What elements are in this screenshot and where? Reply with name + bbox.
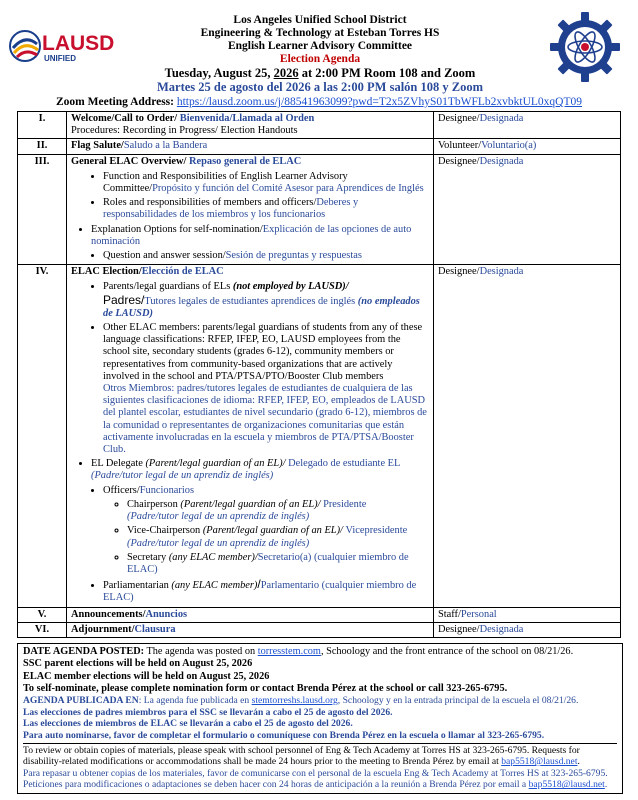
meeting-line-en: Tuesday, August 25, 2026 at 2:00 PM Room 108 and Zoom (164, 66, 476, 80)
procedures-text: Procedures: Recording in Progress/ Election Handouts (71, 125, 298, 137)
adjournment-title: Adjournment/Clausura (67, 622, 434, 637)
ssc-election-note-es: Las elecciones de padres miembros para el SSC se llevarán a cabo el 25 de agosto del 2026. (23, 706, 393, 718)
posted-line: DATE AGENDA POSTED: The agenda was posted on torresstem.com, Schoology and the front entrance of the school on 08/21/26. (23, 646, 574, 657)
row-number: II. (18, 139, 67, 154)
row-number: VI. (18, 622, 67, 637)
list-item: • Function and Responsibilities of English Learner Advisory Committee/Propósito y función del Comité Asesor para Aprendices de Inglés (103, 170, 429, 195)
announcements-title: Announcements/Anuncios (67, 607, 434, 622)
posted-line-es: AGENDA PUBLICADA EN: La agenda fue publicada en stemtorreshs.lausd.org, Schoology y en la entrada principal de la escuela el 08/21/26. (23, 695, 579, 707)
agenda-title: Election Agenda (279, 53, 361, 65)
row-topic (67, 112, 434, 139)
zoom-address: Zoom Meeting Address: https://lausd.zoom.us/j/88541963099?pwd=T2x5ZVhyS01TbWFLb2xvbktUL0xqQT09 (56, 96, 582, 108)
list-item: • Roles and responsibilities of members and officers/Deberes y responsabilidades de los miembros y los funcionarios (103, 196, 429, 221)
row-number: I. (18, 112, 67, 139)
list-item-parliamentarian: • Parliamentarian (any ELAC member)/Parlamentario (cualquier miembro de ELAC) (103, 578, 429, 604)
committee-name: English Learner Advisory Committee (227, 40, 413, 52)
list-item-chair: ◦ Chairperson (Parent/legal guardian of an EL)/ Presidente (Padre/tutor legal de un aprendiz de inglés) (127, 498, 429, 523)
materials-request-note: To review or obtain copies of materials, please speak with school personnel of Eng & Tech Academy at Torres HS at 323-265-6795. Requests for disability-related modifications or accommodations shall be made 24 hours prior to the meeting to Brenda Pérez by email at bap5518@lausd.net. (23, 743, 617, 768)
email-link-es[interactable]: bap5518@lausd.net (528, 779, 605, 791)
list-item-other-members: • Other ELAC members: parents/legal guardians of students from any of these language classifications: RFEP, IFEP, EO, LAUSD employees from the school site, secondary students (grades 6-12), community members or representatives from community-based organizations that are actively involved in the school and PTA/PTSA/PTO/Booster Club members Otros Miembros: padres/tutores legales de estudiantes de cualquiera de las siguientes clasificaciones de idioma: RFEP, IFEP, EO, empleados de LAUSD del plantel escolar, estudiantes de nivel secundario (grado 6-12), miembros de la comunidad o representantes de organizaciones comunitarias que están activamente involucradas en la escuela y miembros de PTA/PTSA/Booster Club. (103, 321, 429, 456)
posting-info-box (17, 643, 623, 794)
election-title: ELAC Election/Elección de ELAC (71, 266, 224, 278)
row-presenter: Designee/Designada (434, 622, 621, 637)
website-link[interactable]: torresstem.com (257, 646, 321, 657)
list-item-officers: • Officers/Funcionarios ◦ Chairperson (Parent/legal guardian of an EL)/ Presidente (Padre/tutor legal de un aprendiz de inglés) ◦ Vice-Chairperson (Parent/legal guardian of an EL)/ Vicepresidente (Padre/tutor legal de un aprendiz de inglés) ◦ Secretary (any ELAC member)/Secretario(a) (cualquier miembro de ELAC) (103, 484, 429, 576)
ssc-election-note: SSC parent elections will be held on August 25, 2026 (23, 658, 253, 670)
election-list (71, 280, 429, 604)
row-presenter: Staff/Personal (434, 607, 621, 622)
elac-election-note: ELAC member elections will be held on August 25, 2026 (23, 670, 270, 682)
overview-list (71, 170, 429, 262)
agenda-table (17, 111, 621, 638)
school-site-link[interactable]: stemtorreshs.lausd.org (251, 695, 338, 707)
welcome-title: Welcome/Call to Order/ Bienvenida/Llamada al Orden (71, 113, 315, 124)
self-nomination-note: To self-nominate, please complete nomination form or contact Brenda Pérez at the school or call 323-265-6795. (23, 682, 508, 694)
list-item: • Explanation Options for self-nomination/Explicación de las opciones de auto nominación (91, 223, 429, 248)
self-nomination-note-es: Para auto nominarse, favor de completar el formulario o comuníquese con Brenda Pérez en la escuela o llamar al 323-265-6795. (23, 729, 545, 741)
logo-subtext: UNIFIED (44, 54, 76, 63)
list-item: • Question and answer session/Sesión de preguntas y respuestas (103, 249, 429, 262)
row-presenter: Designee/Designada (434, 112, 621, 139)
elac-election-note-es: Las elecciones de miembros de ELAC se llevarán a cabo el 25 de agosto del 2026. (23, 718, 353, 730)
agenda-row-overview (18, 154, 621, 265)
row-topic (67, 265, 434, 607)
list-item-el-delegate: • EL Delegate (Parent/legal guardian of an EL)/ Delegado de estudiante EL (Padre/tutor legal de un aprendiz de inglés) (91, 457, 429, 482)
row-number: III. (18, 154, 67, 265)
school-name: Engineering & Technology at Esteban Torres HS (200, 27, 440, 39)
meeting-line-es: Martes 25 de agosto del 2026 a las 2:00 PM salón 108 y Zoom (156, 80, 484, 94)
officers-list (103, 498, 429, 576)
row-topic (67, 154, 434, 265)
school-gear-logo (548, 10, 622, 84)
row-presenter: Volunteer/Voluntario(a) (434, 139, 621, 154)
list-item-secretary: ◦ Secretary (any ELAC member)/Secretario(a) (cualquier miembro de ELAC) (127, 551, 429, 576)
materials-note-es: Para repasar u obtener copias de los materiales, favor de comunicarse con el personal de la escuela Eng & Tech Academy at Torres HS at 323-265-6795. (23, 767, 608, 779)
district-name: Los Angeles Unified School District (233, 14, 407, 26)
overview-title: General ELAC Overview/ Repaso general de ELAC (71, 155, 302, 167)
agenda-row-flag-salute (18, 139, 621, 154)
zoom-link[interactable]: https://lausd.zoom.us/j/88541963099?pwd=T2x5ZVhyS01TbWFLb2xvbktUL0xqQT09 (176, 96, 582, 108)
agenda-row-welcome (18, 112, 621, 139)
row-presenter: Designee/Designada (434, 154, 621, 265)
email-link[interactable]: bap5518@lausd.net (501, 756, 578, 768)
agenda-row-election (18, 265, 621, 607)
list-item-vice-chair: ◦ Vice-Chairperson (Parent/legal guardian of an EL)/ Vicepresidente (Padre/tutor legal de un aprendiz de inglés) (127, 524, 429, 549)
row-number: IV. (18, 265, 67, 607)
requests-note-es: Peticiones para modificaciones o adaptaciones se deben hacer con 24 horas de anticipación a la reunión a Brenda Pérez por email a bap5518@lausd.net. (23, 779, 608, 791)
agenda-row-adjournment (18, 622, 621, 637)
row-number: V. (18, 607, 67, 622)
agenda-row-announcements (18, 607, 621, 622)
list-item-parents: • Parents/legal guardians of ELs (not employed by LAUSD)/ Padres/Tutores legales de estudiantes aprendices de inglés (no empleados de LAUSD) (103, 280, 429, 320)
logo-text: LAUSD (42, 32, 115, 55)
row-presenter: Designee/Designada (434, 265, 621, 607)
flag-salute-title: Flag Salute/Saludo a la Bandera (67, 139, 434, 154)
